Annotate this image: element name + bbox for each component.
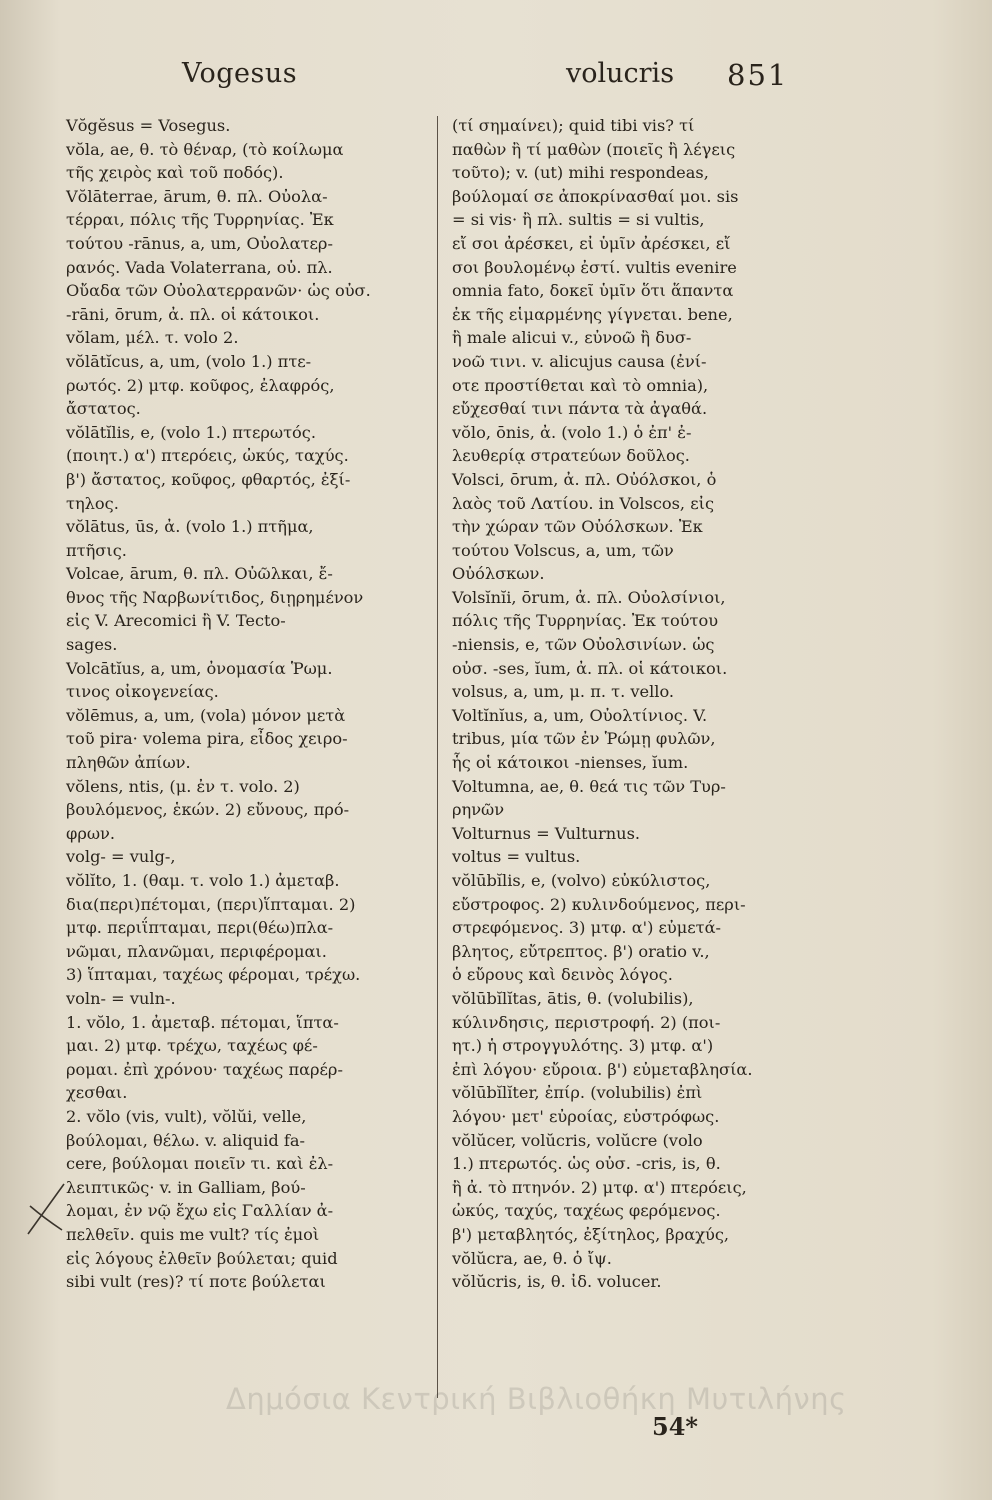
text-line: volsus, a, um, μ. π. τ. vello.: [452, 682, 675, 702]
text-line: Volsĭnĭi, ōrum, ἀ. πλ. Οὐολσίνιοι,: [452, 587, 726, 607]
text-line: (τί σημαίνει); quid tibi vis? τί: [452, 116, 695, 135]
text-line: εὔχεσθαί τινι πάντα τὰ ἀγαθά.: [452, 399, 708, 419]
text-line: β') ἄστατος, κοῦφος, φθαρτός, ἐξί-: [66, 469, 351, 489]
text-line: ρομαι. ἐπὶ χρόνου· ταχέως παρέρ-: [66, 1059, 343, 1079]
handwritten-cross-mark: [24, 1178, 70, 1238]
text-line: Vŏgĕsus = Vosegus.: [66, 116, 231, 135]
text-line: Volturnus = Vulturnus.: [452, 823, 641, 843]
text-line: vŏlĭto, 1. (θαμ. τ. volo 1.) ἀμεταβ.: [66, 871, 340, 890]
text-line: παθὼν ἢ τί μαθὼν (ποιεῖς ἢ λέγεις: [452, 139, 736, 159]
text-line: 2. vŏlo (vis, vult), vŏlŭi, velle,: [66, 1106, 307, 1126]
text-line: 1.) πτερωτός. ὡς οὐσ. -cris, is, θ.: [452, 1154, 721, 1174]
text-line: -niensis, e, τῶν Οὐολσινίων. ὡς: [452, 635, 715, 655]
text-line: νοῶ τινι. v. alicujus causa (ἐνί-: [452, 351, 707, 371]
text-line: vŏlūbĭlis, e, (volvo) εὐκύλιστος,: [452, 871, 711, 890]
text-line: στρεφόμενος. 3) μτφ. α') εὐμετά-: [452, 918, 722, 938]
page-number: 851: [727, 58, 789, 92]
text-line: ρηνῶν: [452, 800, 505, 820]
text-line: εἰς λόγους ἐλθεῖν βούλεται; quid: [66, 1248, 338, 1268]
header-first-entry: Vogesus: [182, 58, 298, 89]
text-line: ρανός. Vada Volaterrana, οὐ. πλ.: [66, 257, 333, 277]
text-line: οτε προστίθεται καὶ τὸ omnia),: [452, 375, 709, 395]
text-line: Οὐόλσκων.: [452, 564, 545, 584]
page-header: [0, 58, 992, 98]
text-line: τινος οἰκογενείας.: [66, 682, 219, 702]
text-line: vŏlēmus, a, um, (vola) μόνον μετὰ: [66, 705, 346, 725]
text-line: εὔστροφος. 2) κυλινδούμενος, περι-: [452, 894, 746, 914]
text-line: vŏlūbĭlĭtas, ātis, θ. (volubilis),: [452, 988, 694, 1008]
text-line: voln- = vuln-.: [66, 988, 176, 1008]
text-line: μαι. 2) μτφ. τρέχω, ταχέως φέ-: [66, 1036, 318, 1056]
text-line: βουλόμενος, ἑκών. 2) εὔνους, πρό-: [66, 800, 350, 820]
text-line: ὁ εὔρους καὶ δεινὸς λόγος.: [452, 965, 673, 985]
text-line: πληθῶν ἀπίων.: [66, 753, 191, 773]
text-line: vŏlātĭcus, a, um, (volo 1.) πτε-: [66, 351, 312, 371]
library-watermark: Δημόσια Κεντρική Βιβλιοθήκη Μυτιλήνης: [226, 1382, 847, 1416]
text-line: τοῦ pira· volema pira, εἶδος χειρο-: [66, 729, 348, 749]
text-line: ἐκ τῆς εἱμαρμένης γίγνεται. bene,: [452, 304, 733, 324]
text-line: σοι βουλομένῳ ἐστί. vultis evenire: [452, 257, 737, 277]
text-line: 1. vŏlo, 1. ἀμεταβ. πέτομαι, ἵπτα-: [66, 1012, 339, 1032]
text-line: vŏlam, μέλ. τ. volo 2.: [66, 328, 239, 348]
text-line: Οὔαδα τῶν Οὐολατερρανῶν· ὡς οὐσ.: [66, 281, 371, 301]
text-line: χεσθαι.: [66, 1083, 128, 1103]
text-line: λαὸς τοῦ Λατίου. in Volscos, εἰς: [452, 493, 715, 513]
header-last-entry: volucris: [566, 58, 675, 89]
text-line: εἴ σοι ἀρέσκει, εἰ ὑμῖν ἀρέσκει, εἴ: [452, 233, 731, 253]
text-line: πελθεῖν. quis me vult? τίς ἐμοὶ: [66, 1224, 320, 1244]
text-line: οὐσ. -ses, ĭum, ἀ. πλ. οἱ κάτοικοι.: [452, 658, 728, 678]
text-line: Voltĭnĭus, a, um, Οὐολτίνιος. V.: [452, 705, 708, 725]
text-line: vŏlens, ntis, (μ. ἐν τ. volo. 2): [66, 776, 300, 796]
text-line: βούλομαί σε ἀποκρίνασθαί μοι. sis: [452, 186, 739, 206]
text-line: vŏlŭcer, volŭcris, volŭcre (volo: [452, 1130, 703, 1150]
text-line: vŏlŭcra, ae, θ. ὁ ἴψ.: [452, 1248, 612, 1268]
text-line: vŏlātus, ūs, ἀ. (volo 1.) πτῆμα,: [66, 517, 314, 537]
text-line: τὴν χώραν τῶν Οὐόλσκων. Ἐκ: [452, 517, 703, 537]
text-line: θνος τῆς Ναρβωνίτιδος, διῃρημένον: [66, 587, 364, 607]
text-line: ἧς οἱ κάτοικοι -nienses, ĭum.: [452, 753, 689, 773]
text-line: βλητος, εὔτρεπτος. β') oratio v.,: [452, 941, 710, 961]
left-column: [66, 114, 422, 1294]
text-line: volg- = vulg-,: [66, 847, 176, 867]
column-divider: [437, 116, 438, 1398]
text-line: ἐπὶ λόγου· εὔροια. β') εὐμεταβλησία.: [452, 1059, 753, 1079]
text-line: Volcātĭus, a, um, ὀνομασία Ῥωμ.: [66, 658, 333, 678]
text-line: κύλινδησις, περιστροφή. 2) (ποι-: [452, 1012, 721, 1032]
text-line: πόλις τῆς Τυρρηνίας. Ἐκ τούτου: [452, 611, 719, 631]
text-line: ἢ male alicui v., εὐνοῶ ἢ δυσ-: [452, 328, 692, 348]
text-line: δια(περι)πέτομαι, (περι)ἵπταμαι. 2): [66, 894, 356, 914]
text-line: sibi vult (res)? τί ποτε βούλεται: [66, 1272, 326, 1292]
signature-mark: 54*: [652, 1412, 698, 1441]
text-line: φρων.: [66, 823, 116, 843]
text-line: sages.: [66, 635, 118, 655]
text-line: Volsci, ōrum, ἀ. πλ. Οὐόλσκοι, ὁ: [452, 469, 717, 489]
text-line: Volcae, ārum, θ. πλ. Οὐῶλκαι, ἔ-: [66, 564, 333, 584]
text-line: vŏlo, ōnis, ἀ. (volo 1.) ὁ ἐπ' ἐ-: [452, 422, 692, 442]
text-line: λομαι, ἐν νῷ ἔχω εἰς Γαλλίαν ἀ-: [66, 1201, 334, 1221]
text-line: = si vis· ἢ πλ. sultis = si vultis,: [452, 210, 705, 230]
text-line: εἰς V. Arecomici ἢ V. Tecto-: [66, 611, 286, 631]
text-line: Voltumna, ae, θ. θεά τις τῶν Τυρ-: [452, 776, 726, 796]
text-line: τηλος.: [66, 493, 119, 513]
text-line: vŏlūbĭlĭter, ἐπίρ. (volubilis) ἐπὶ: [452, 1083, 703, 1103]
text-line: τούτου Volscus, a, um, τῶν: [452, 540, 674, 560]
text-line: vŏlātĭlis, e, (volo 1.) πτερωτός.: [66, 422, 317, 442]
text-line: νῶμαι, πλανῶμαι, περιφέρομαι.: [66, 941, 327, 961]
text-line: β') μεταβλητός, ἐξίτηλος, βραχύς,: [452, 1224, 730, 1244]
text-line: omnia fato, δοκεῖ ὑμῖν ὅτι ἅπαντα: [452, 281, 734, 301]
text-line: 3) ἵπταμαι, ταχέως φέρομαι, τρέχω.: [66, 965, 361, 985]
text-line: (ποιητ.) α') πτερόεις, ὠκύς, ταχύς.: [66, 446, 349, 466]
text-line: ἄστατος.: [66, 399, 141, 419]
text-line: ρωτός. 2) μτφ. κοῦφος, ἐλαφρός,: [66, 375, 335, 395]
text-line: ἢ ἀ. τὸ πτηνόν. 2) μτφ. α') πτερόεις,: [452, 1177, 747, 1197]
text-line: ὠκύς, ταχύς, ταχέως φερόμενος.: [452, 1201, 721, 1221]
text-line: voltus = vultus.: [452, 847, 581, 867]
text-line: λευθερίᾳ στρατεύων δοῦλος.: [452, 446, 690, 466]
text-line: vŏlŭcris, is, θ. ἰδ. volucer.: [452, 1272, 662, 1292]
text-line: tribus, μία τῶν ἐν Ῥώμῃ φυλῶν,: [452, 729, 716, 749]
text-line: μτφ. περιΐπταμαι, περι(θέω)πλα-: [66, 918, 334, 938]
text-line: ητ.) ἡ στρογγυλότης. 3) μτφ. α'): [452, 1036, 714, 1056]
text-line: -rāni, ōrum, ἀ. πλ. οἱ κάτοικοι.: [66, 304, 320, 324]
text-line: πτῆσις.: [66, 540, 127, 560]
text-line: τέρραι, πόλις τῆς Τυρρηνίας. Ἐκ: [66, 210, 334, 230]
right-column: [452, 114, 812, 1294]
text-line: τοῦτο); v. (ut) mihi respondeas,: [452, 163, 709, 183]
text-line: βούλομαι, θέλω. v. aliquid fa-: [66, 1130, 306, 1150]
text-line: λόγου· μετ' εὐροίας, εὐστρόφως.: [452, 1106, 720, 1126]
text-line: cere, βούλομαι ποιεῖν τι. καὶ ἐλ-: [66, 1154, 334, 1174]
text-line: Vŏlāterrae, ārum, θ. πλ. Οὐολα-: [66, 186, 328, 206]
text-line: λειπτικῶς· v. in Galliam, βού-: [66, 1177, 306, 1197]
text-line: τῆς χειρὸς καὶ τοῦ ποδός).: [66, 163, 284, 183]
text-line: vŏla, ae, θ. τὸ θέναρ, (τὸ κοίλωμα: [66, 139, 344, 159]
text-line: τούτου -rānus, a, um, Οὐολατερ-: [66, 233, 333, 253]
